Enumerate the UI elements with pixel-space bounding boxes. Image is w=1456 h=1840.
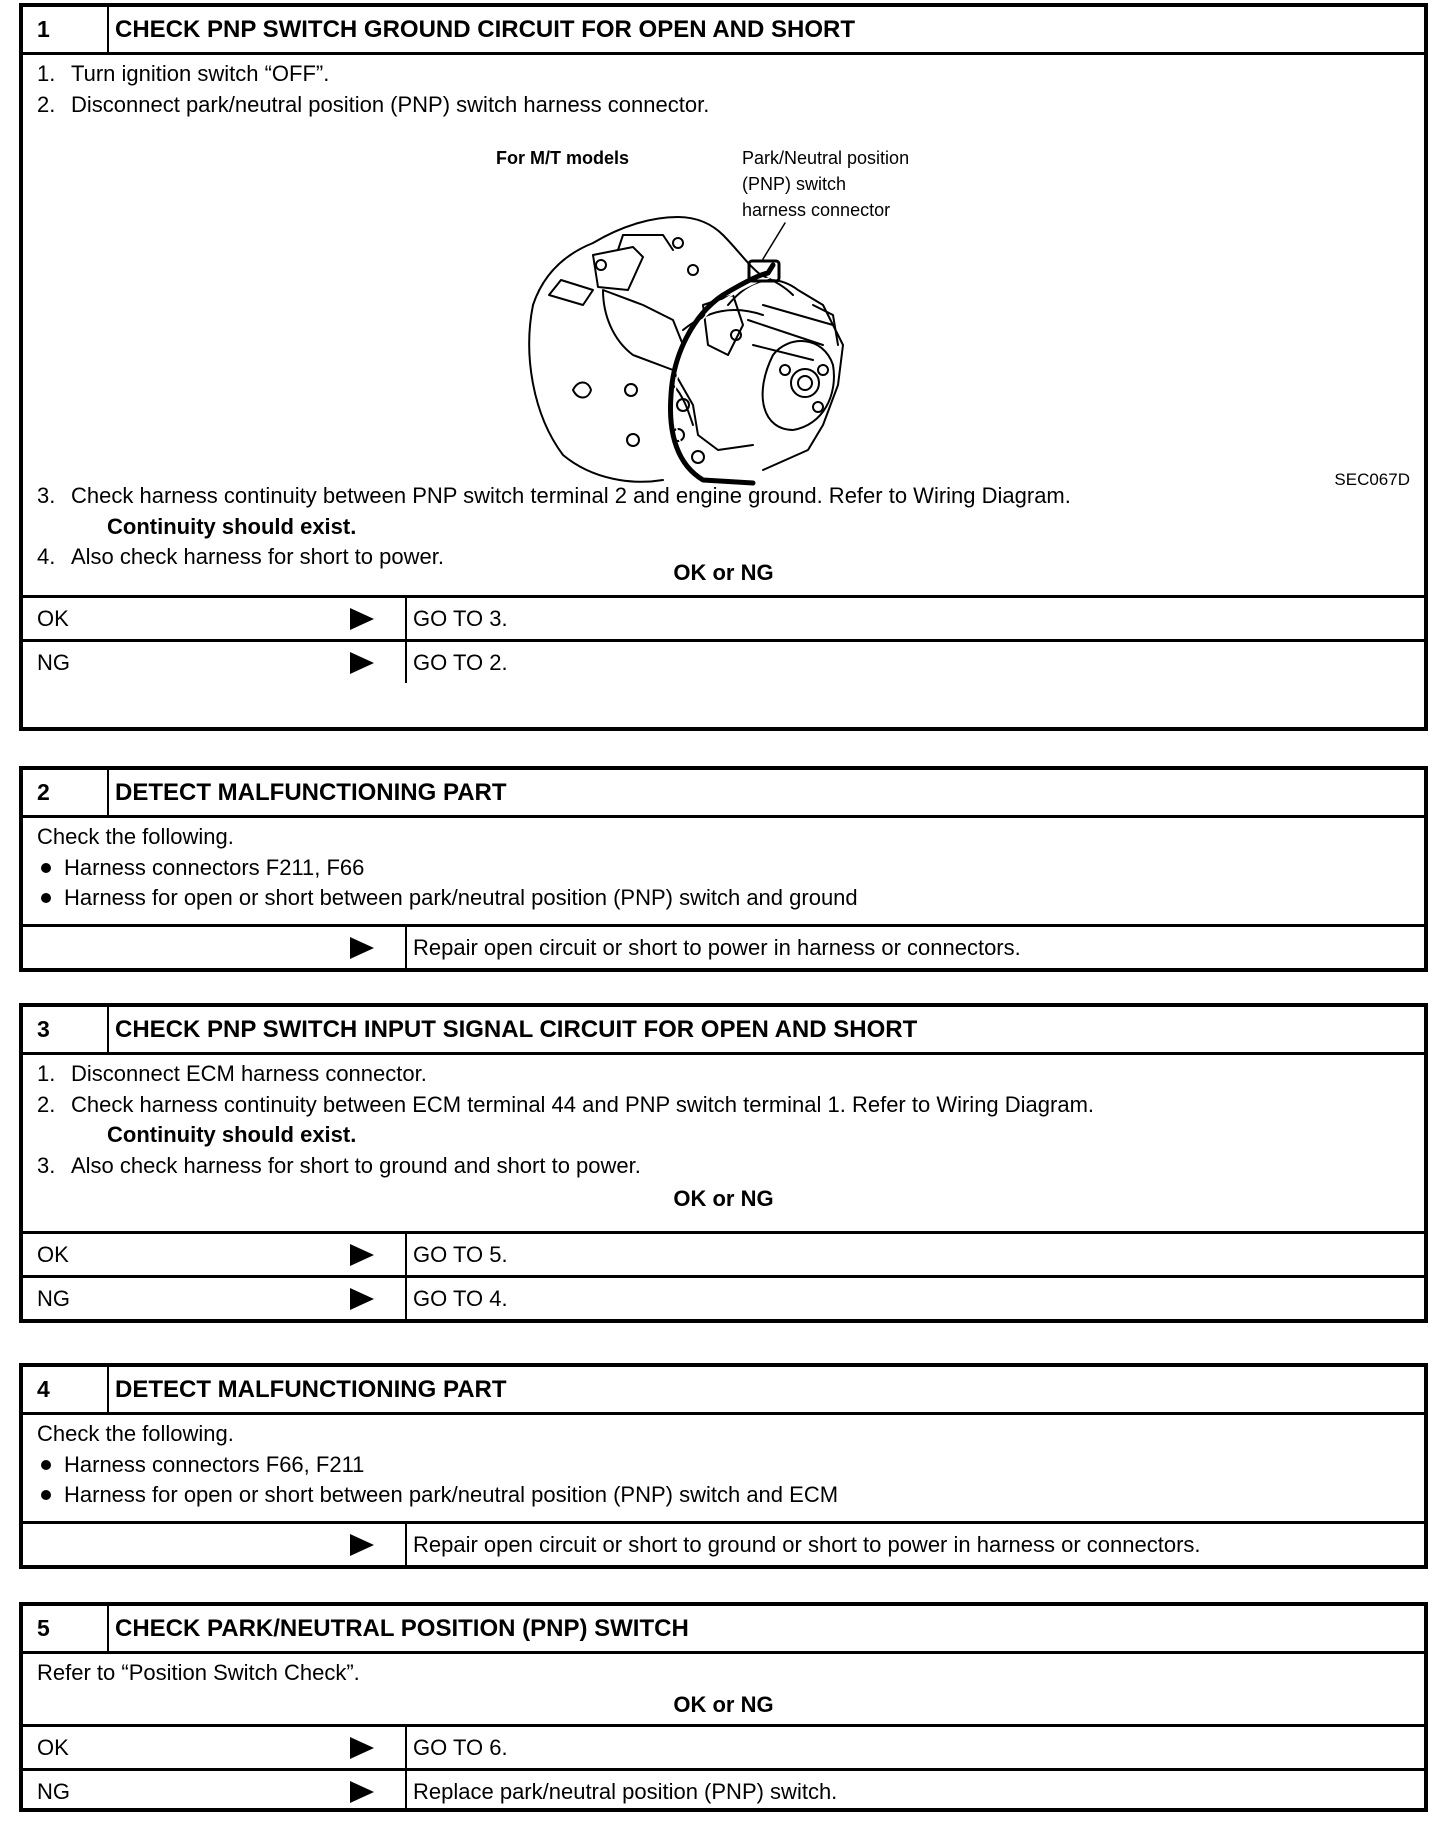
step-header [23, 7, 1424, 55]
result-action: GO TO 2. [413, 650, 508, 675]
step-title: DETECT MALFUNCTIONING PART [115, 779, 507, 806]
result-label: NG [37, 1286, 70, 1311]
step-5-block [19, 1602, 1428, 1812]
step-header [23, 1007, 1424, 1055]
result-row[interactable] [23, 1521, 1424, 1565]
arrow-right-icon [350, 608, 374, 630]
expected-result: Continuity should exist. [107, 1122, 357, 1147]
instruction: 2. Disconnect park/neutral position (PNP) switch harness connector. [37, 91, 710, 117]
instruction: Refer to “Position Switch Check”. [37, 1660, 360, 1685]
result-row-ok[interactable] [23, 595, 1424, 639]
bullet-item: Harness for open or short between park/neutral position (PNP) switch and ECM [37, 1480, 1424, 1511]
result-label: NG [37, 650, 70, 675]
instruction: 2. Check harness continuity between ECM terminal 44 and PNP switch terminal 1. Refer to Wiring Diagram. [37, 1091, 1095, 1117]
instruction: 3. Also check harness for short to ground and short to power. [37, 1152, 641, 1178]
ok-or-ng-prompt: OK or NG [673, 1691, 774, 1717]
bullet-item: Harness connectors F211, F66 [37, 853, 1424, 884]
step-header [23, 770, 1424, 818]
intro-text: Check the following. [37, 1421, 234, 1446]
figure-title: For M/T models [496, 148, 630, 168]
result-row-ng[interactable] [23, 1275, 1424, 1319]
instruction: 1. Disconnect ECM harness connector. [37, 1061, 427, 1086]
step-2-block [19, 766, 1428, 972]
step-number: 5 [23, 1606, 109, 1651]
bullet-icon [41, 1460, 51, 1470]
step-header [23, 1606, 1424, 1654]
figure-callout: Park/Neutral position (PNP) switch harness connector [742, 148, 910, 220]
result-label: OK [37, 606, 69, 631]
figure-code: SEC067D [1334, 470, 1410, 489]
result-action: GO TO 6. [413, 1735, 508, 1760]
arrow-right-icon [350, 937, 374, 959]
arrow-right-icon [350, 1288, 374, 1310]
step-content [23, 818, 1424, 924]
arrow-right-icon [350, 652, 374, 674]
arrow-right-icon [350, 1244, 374, 1266]
instruction: 3. Check harness continuity between PNP switch terminal 2 and engine ground. Refer to Wiring Diagram. [37, 483, 1071, 508]
result-row-ng[interactable] [23, 1768, 1424, 1812]
result-label: OK [37, 1735, 69, 1760]
step-content [23, 1415, 1424, 1521]
step-content [23, 55, 1424, 595]
bullet-icon [41, 1490, 51, 1500]
step-number: 4 [23, 1367, 109, 1412]
step-4-block [19, 1363, 1428, 1569]
result-row-ng[interactable] [23, 639, 1424, 683]
instruction: 1. Turn ignition switch “OFF”. [37, 61, 330, 86]
step-number: 1 [23, 7, 109, 52]
result-row-ok[interactable] [23, 1231, 1424, 1275]
step-title: CHECK PNP SWITCH INPUT SIGNAL CIRCUIT FOR OPEN AND SHORT [115, 1016, 918, 1043]
step-content [23, 1654, 1424, 1724]
result-action: Repair open circuit or short to ground or short to power in harness or connectors. [413, 1532, 1201, 1557]
result-action: GO TO 3. [413, 606, 508, 631]
step-number: 3 [23, 1007, 109, 1052]
step-content [23, 1055, 1424, 1231]
step-title: DETECT MALFUNCTIONING PART [115, 1376, 507, 1403]
result-row[interactable] [23, 924, 1424, 968]
result-label: NG [37, 1779, 70, 1804]
step-3-block [19, 1003, 1428, 1323]
step-number: 2 [23, 770, 109, 815]
arrow-right-icon [350, 1781, 374, 1803]
bullet-item: Harness for open or short between park/neutral position (PNP) switch and ground [37, 883, 1424, 914]
arrow-right-icon [350, 1534, 374, 1556]
arrow-right-icon [350, 1737, 374, 1759]
result-action: GO TO 4. [413, 1286, 508, 1311]
ok-or-ng-prompt: OK or NG [673, 560, 774, 585]
expected-result: Continuity should exist. [107, 513, 357, 539]
step-1-block [19, 3, 1428, 731]
bullet-icon [41, 893, 51, 903]
step-title: CHECK PARK/NEUTRAL POSITION (PNP) SWITCH [115, 1615, 689, 1642]
result-action: Replace park/neutral position (PNP) switch. [413, 1779, 838, 1804]
step-title: CHECK PNP SWITCH GROUND CIRCUIT FOR OPEN AND SHORT [115, 16, 856, 43]
result-action: GO TO 5. [413, 1242, 508, 1267]
result-row-ok[interactable] [23, 1724, 1424, 1768]
intro-text: Check the following. [37, 824, 234, 849]
bullet-icon [41, 863, 51, 873]
step-header [23, 1367, 1424, 1415]
transaxle-illustration-icon [523, 195, 853, 495]
ok-or-ng-prompt: OK or NG [673, 1186, 774, 1211]
instruction: 4. Also check harness for short to power. [37, 544, 444, 569]
bullet-item: Harness connectors F66, F211 [37, 1450, 1424, 1481]
result-label: OK [37, 1242, 69, 1267]
result-action: Repair open circuit or short to power in harness or connectors. [413, 935, 1021, 960]
